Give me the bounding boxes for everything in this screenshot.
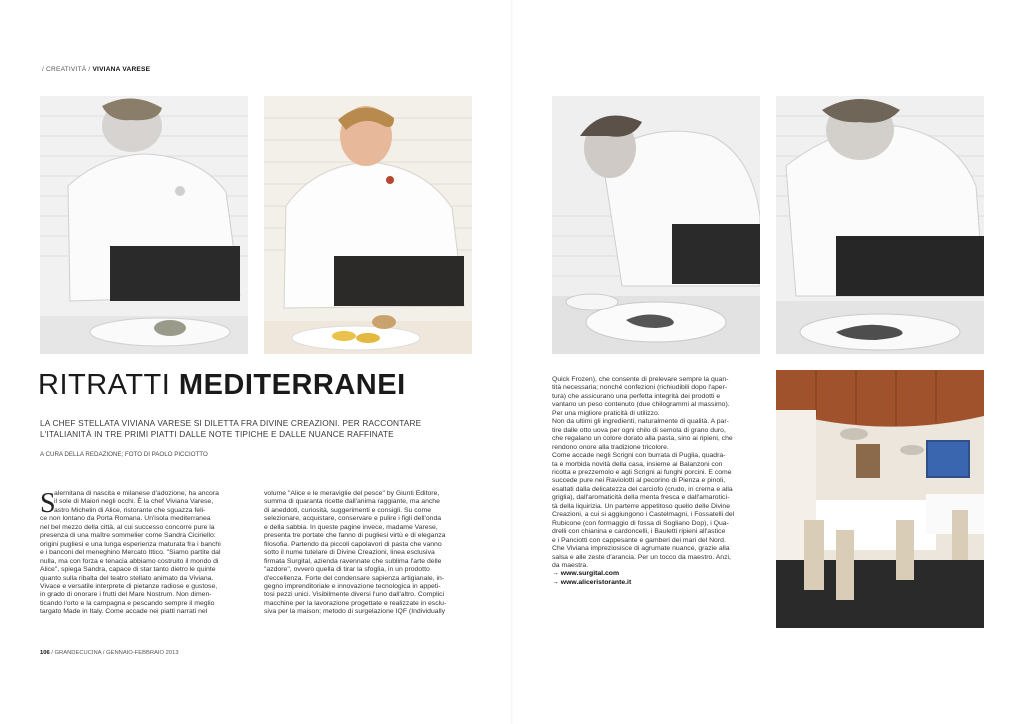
folio-issue: GRANDECUCINA / GENNAIO-FEBBRAIO 2013 [54,650,179,656]
body-line: e della sabbia. In queste pagine invece, madame Varese, [264,523,438,531]
headline-bold: MEDITERRANEI [178,369,406,401]
body-line: salsa e alle zeste d'arancia. Per un tocco da maestro. Anzi, [552,553,731,561]
body-line: macchine per la lavorazione progettate e realizzate in esclu- [264,599,447,607]
body-line: vantano un peso contenuto (due chilogrammi al massimo). [552,401,730,409]
breadcrumb: / CREATIVITÀ / VIVIANA VARESE [42,66,151,73]
body-line: ticando l'orto e la campagna e pescando sempre il meglio [40,599,215,607]
body-line: ricotta e prezzemolo e agli Scrigni ai funghi porcini. E come [552,468,732,476]
body-line: sotto il nume tutelare di Divine Creazioni, linea esclusiva [264,549,435,557]
body-line: presenza di una maître sommelier come Sandra Ciciriello: [40,532,216,540]
body-line: Non da ultimi gli ingredienti, naturalmente di qualità. A par- [552,418,729,426]
link-aliceristorante[interactable]: → www.aliceristorante.it [552,578,632,586]
body-line: selezionare, acquistare, conservare e pulire i figli dell'onda [264,515,442,523]
body-column-1 [40,490,248,617]
page-number: 106 [40,650,50,656]
body-line: d'eccellenza. Forte del condensare sapienza artigianale, in- [264,574,445,582]
folio: 106 / GRANDECUCINA / GENNAIO-FEBBRAIO 2013 [40,650,179,656]
subtitle-line: LA CHEF STELLATA VIVIANA VARESE SI DILETTA FRA DIVINE CREAZIONI. PER RACCONTARE [40,418,422,428]
body-line: Per una migliore praticità di utilizzo. [552,409,660,417]
spread-gutter [511,0,513,724]
body-line: tà della liquirizia. Un parterre appetitoso quello delle Divine [552,502,731,510]
body-column-3 [552,376,760,587]
subtitle [40,418,480,439]
body-line: origini pugliesi e una lunga esperienza maturata fra i banchi [40,540,221,548]
body-line: Rubicone (con formaggio di fossa di Sogliano Dop), i Qua- [552,519,729,527]
body-line: quanto sulla ribalta del teatro stellato animato da Viviana. [40,574,214,582]
credits: A CURA DELLA REDAZIONE; FOTO DI PAOLO PICCIOTTO [40,451,208,458]
body-line: summa di quaranta ricette dall'anima raggiante, ma anche [264,498,440,506]
body-line: siva per la maison; metodo di surgelazione IQF (Individually [264,608,446,616]
photo-restaurant-interior [776,370,984,628]
body-line: tosi pezzi unici. Visibilmente diversi l'uno dall'altro. Complici [264,591,445,599]
body-line: rendono onore alla tradizione tricolore. [552,443,669,451]
body-line: targato Made in Italy. Come accade nei piatti narrati nel [40,608,208,616]
body-line: nulla, ma con forza e tenacia abbiamo costruito il mondo di [40,557,219,565]
body-column-2 [264,490,472,617]
body-line: volume "Alice e le meraviglie del pesce" by Giunti Editore, [264,490,440,497]
photo-chef-pouring [552,96,760,354]
body-line: nel bel mezzo della città, al cui successo concorre pure la [40,523,215,531]
body-line: da maestra. [552,561,589,569]
drop-cap: S [40,488,56,519]
body-line: filosofia. Partendo da piccoli capolavori di pasta che vanno [264,540,442,548]
body-line: presenta tre portate che fanno di pugliesi virtù e di eleganza [264,532,446,540]
body-line: ta e morbida novità della casa, insieme ai Balanzoni con [552,460,723,468]
body-line: "azdore", ovvero quella di tirar la sfoglia, in un prodotto [264,566,430,574]
body-line: succede pure nei Raviolotti al pecorino di Pienza e pinoli, [552,477,726,485]
body-line: il sole di Maiori negli occhi. È la chef Viviana Varese, [54,498,214,506]
body-line: ce non lontano da Porta Romana. Un'isola mediterranea [40,515,211,523]
body-line: in grado di onorare i frutti del Mare Nostrum. Non dimen- [40,591,212,599]
body-line: Che Viviana impreziosisce di agrumate nuance, grazie alla [552,545,730,553]
subtitle-line: L'ITALIANITÀ IN TRE PRIMI PIATTI DALLE NOTE TIPICHE E DALLE NUANCE RAFFINATE [40,428,394,439]
headline-light: RITRATTI [38,369,171,401]
photo-chef-plating-2 [776,96,984,354]
body-line: esaltati dalla delicatezza del carciofo (crudo, in crema e alla [552,485,733,493]
link-surgital[interactable]: → www.surgital.com [552,570,620,578]
body-line: tità necessaria; nonché confezioni (richiudibili dopo l'aper- [552,384,728,392]
body-line: Quick Frozen), che consente di prelevare sempre la quan- [552,376,729,383]
body-line: drelli con chianina e cardoncelli, i Bauletti ripieni all'astice [552,528,726,536]
breadcrumb-section: CREATIVITÀ [46,66,87,73]
body-line: firmata Surgital, azienda ravennate che sublima l'arte delle [264,557,442,565]
body-line: Come accade negli Scrigni con burrata di Puglia, quadra- [552,452,726,460]
photo-chef-smiling [264,96,472,354]
body-line: tire dalle otto uova per ogni chilo di semola di grano duro, [552,426,726,434]
body-line: alernitana di nascita e milanese d'adozione, ha ancora [54,490,219,497]
body-line: di aneddoti, curiosità, suggerimenti e consigli. Su come [264,506,432,514]
body-line: Alice", spiega Sandra, capace di star tanto dietro le quinte [40,566,216,574]
body-line: e i Panciotti con cappesante e gamberi dei mari del Nord. [552,536,726,544]
body-line: griglia), dall'aromaticità della menta fresca e dall'amaroticì- [552,494,730,502]
body-line: che regalano un colore dorato alla pasta, sino ai ripieni, che [552,435,733,443]
breadcrumb-name: VIVIANA VARESE [92,66,151,73]
body-line: tura) che assicurano una perfetta integrità dei prodotti e [552,392,721,400]
body-line: astro Michelin di Alice, ristorante che sguazza feli- [54,506,206,514]
body-line: Vivace e versatile interprete di pietanze radiose e gustose, [40,582,218,590]
body-line: Creazioni, a cui si aggiungono i Castelmagni, i Fossatelli del [552,511,735,519]
headline [38,368,406,402]
photo-chef-plating-1 [40,96,248,354]
body-line: e i banconi del meneghino Mercato Ittico. "Siamo partite dal [40,549,221,557]
body-line: gegno imprenditoriale e innovazione tecnologica in appeti- [264,582,441,590]
